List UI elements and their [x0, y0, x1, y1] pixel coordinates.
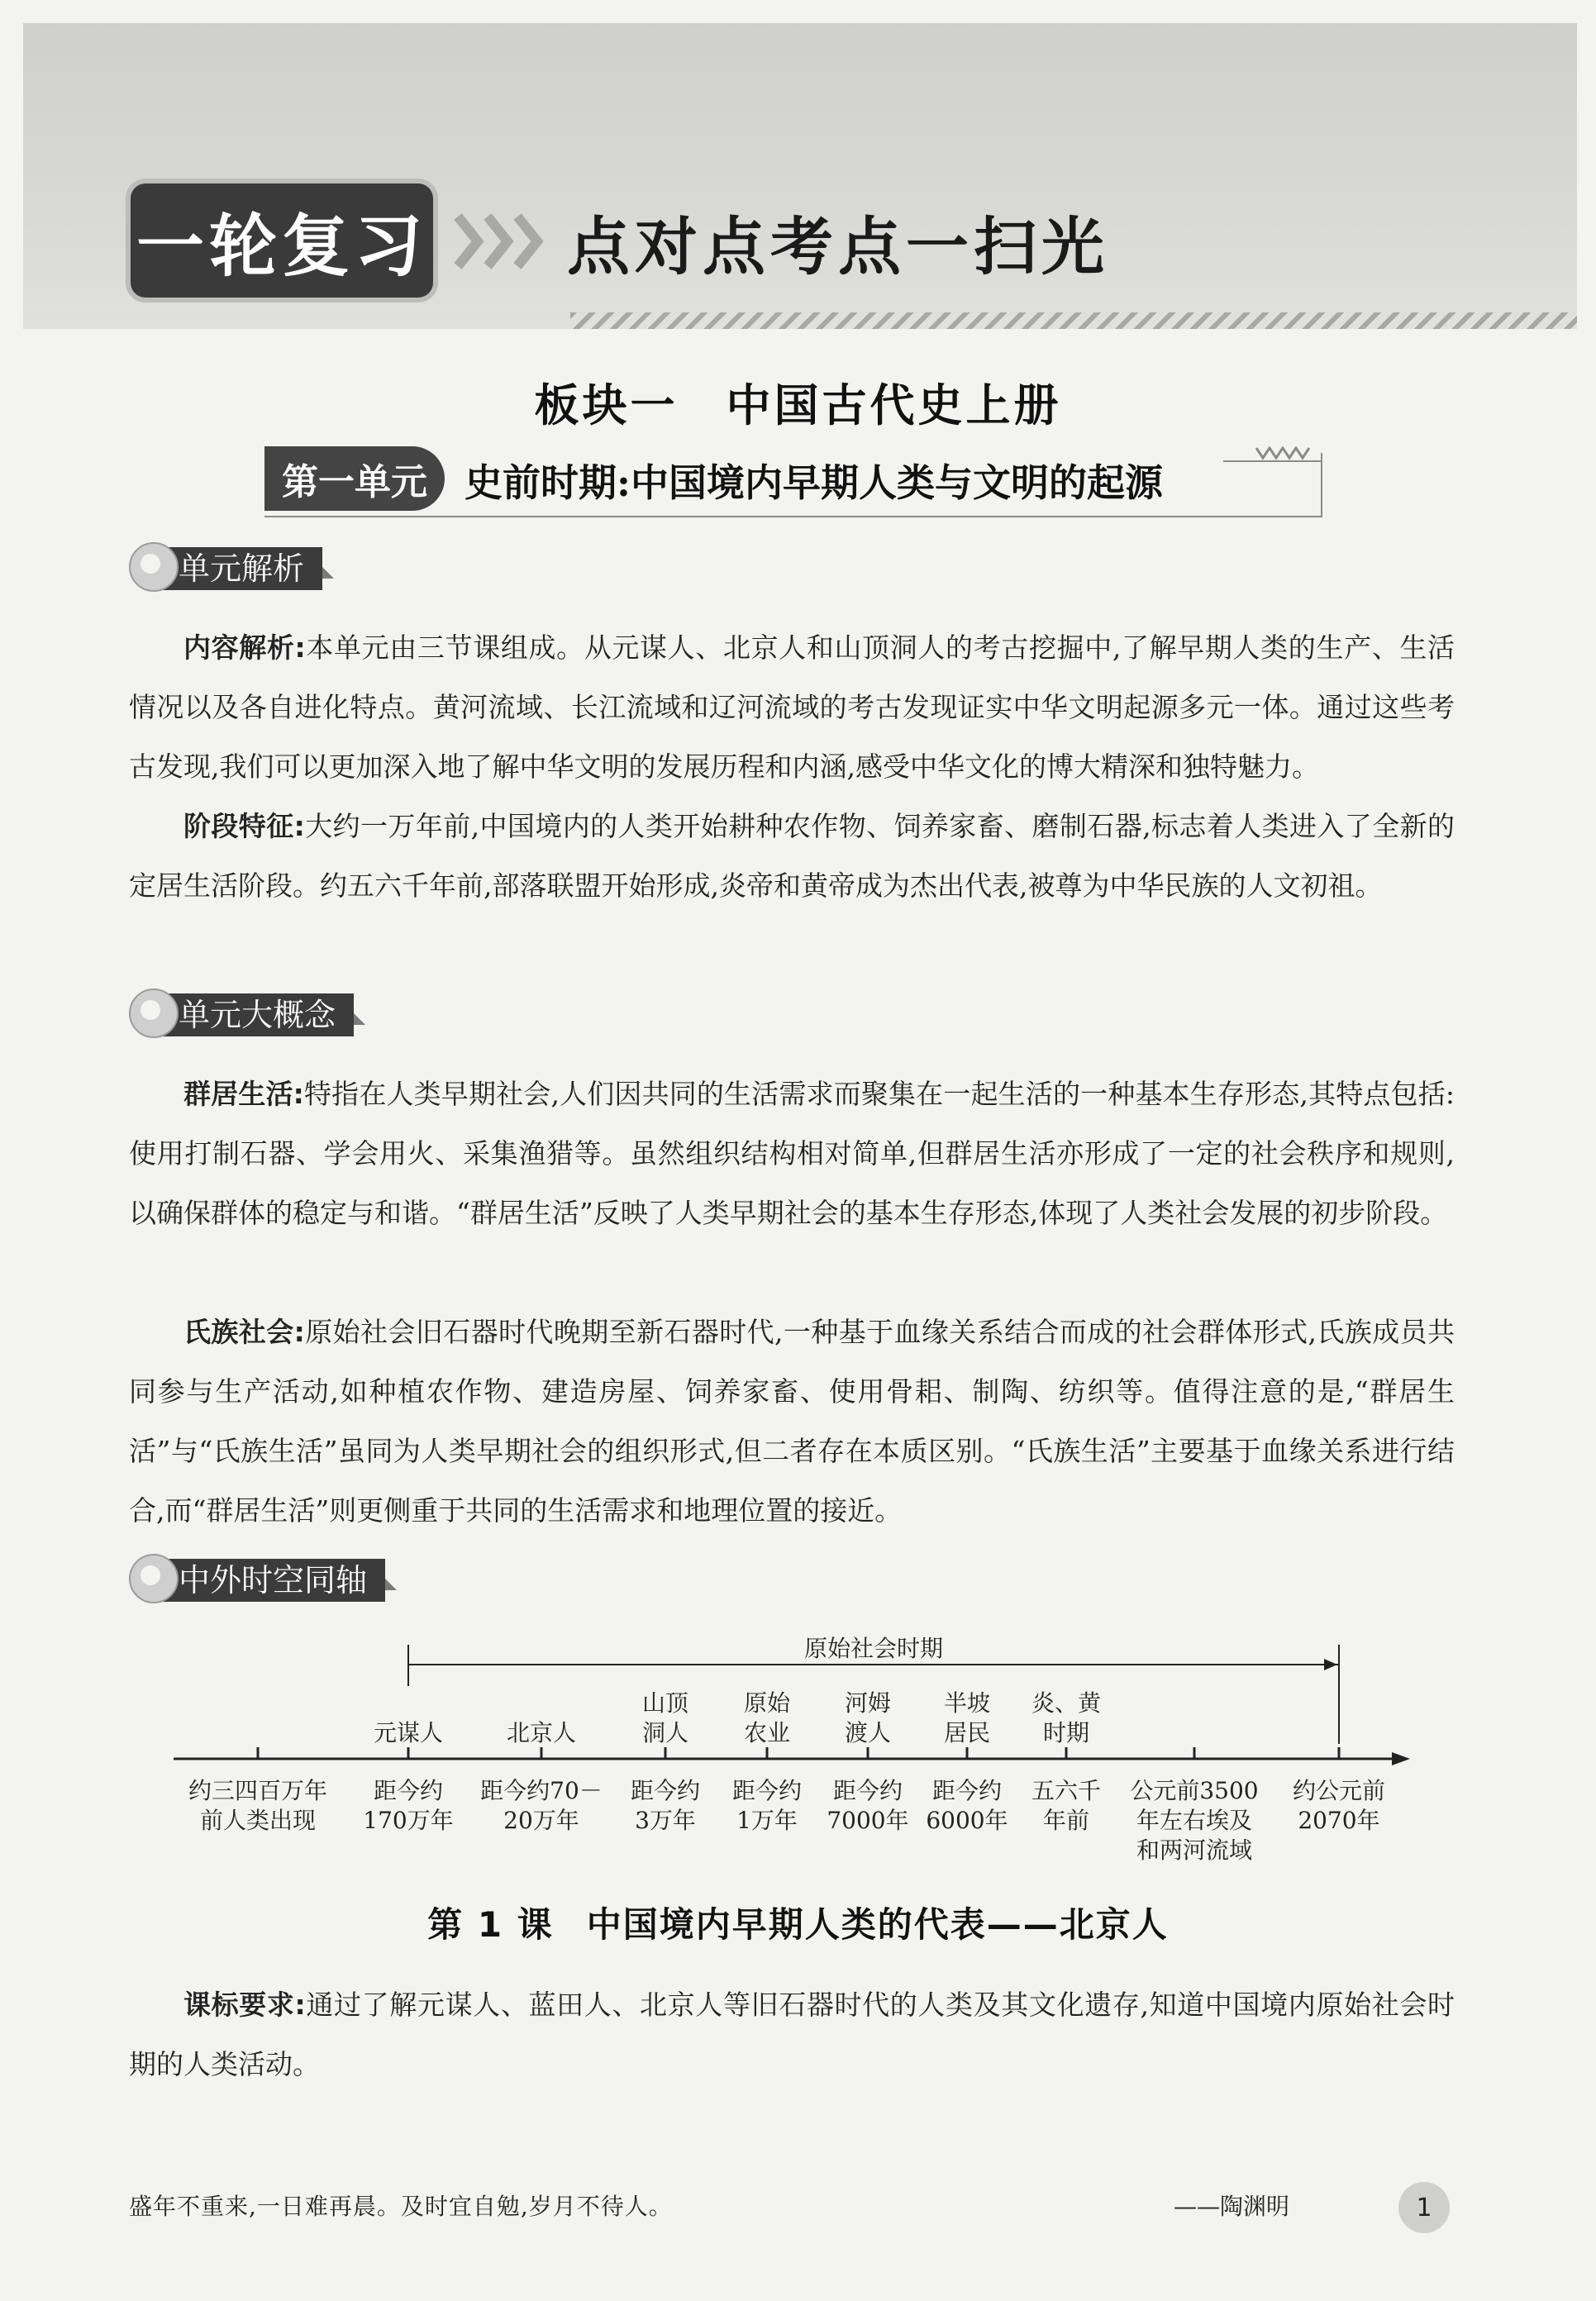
- timeline-event-label: 山顶: [641, 1689, 689, 1717]
- timeline-event-label: 元谋人: [373, 1719, 444, 1746]
- timeline-date-label: 170万年: [363, 1807, 454, 1834]
- review-badge-text: 一轮复习: [136, 207, 427, 286]
- unit-label: 第一单元: [282, 461, 427, 503]
- tag-label: 单元解析: [162, 547, 322, 590]
- timeline-date-label: 约三四百万年: [188, 1777, 328, 1804]
- timeline: [0, 1620, 1596, 1868]
- section-title: 板块一 中国古代史上册: [534, 379, 1062, 431]
- group-living-text: 特指在人类早期社会,人们因共同的生活需求而聚集在一起生活的一种基本生存形态,其特点包括:使用打制石器、学会用火、采集渔猎等。虽然组织结构相对简单,但群居生活亦形成了一定的社会秩序和规则,以确保群体的稳定与和谐。“群居生活”反映了人类早期社会的基本生存形态,体现了人类社会发展的初步阶段。: [129, 1078, 1455, 1229]
- timeline-event-label: 北京人: [506, 1719, 577, 1746]
- stage-feature-paragraph: [129, 797, 1455, 916]
- timeline-event-label: 渡人: [844, 1719, 892, 1746]
- timeline-event-label: 时期: [1042, 1719, 1090, 1746]
- timeline-date-label: 距今约: [931, 1777, 1003, 1804]
- timeline-date-label: 6000年: [926, 1807, 1008, 1834]
- timeline-date-label: 20万年: [503, 1807, 579, 1834]
- timeline-date-label: 7000年: [827, 1807, 909, 1834]
- timeline-date-label: 公元前3500: [1130, 1777, 1259, 1804]
- content-analysis-text: 本单元由三节课组成。从元谋人、北京人和山顶洞人的考古挖掘中,了解早期人类的生产、生活情况以及各自进化特点。黄河流域、长江流域和辽河流域的考古发现证实中华文明起源多元一体。通过这些考古发现,我们可以更加深入地了解中华文明的发展历程和内涵,感受中华文化的博大精深和独特魅力。: [129, 631, 1455, 783]
- timeline-date-label: 约公元前: [1292, 1777, 1386, 1804]
- content-analysis-paragraph: [129, 618, 1455, 797]
- header-stripes: [570, 312, 1577, 329]
- tag-unit-analysis: [129, 542, 369, 595]
- arrow-right-icon: [1324, 1659, 1337, 1670]
- tag-unit-concepts: [129, 989, 393, 1041]
- lesson-title: [0, 1898, 1596, 1947]
- stage-feature-text: 大约一万年前,中国境内的人类开始耕种农作物、饲养家畜、磨制石器,标志着人类进入了全新的定居生活阶段。约五六千年前,部落联盟开始形成,炎帝和黄帝成为杰出代表,被尊为中华民族的人文初祖。: [129, 810, 1455, 902]
- clan-society-label: 氏族社会:: [183, 1316, 305, 1348]
- timeline-date-label: 距今约: [630, 1777, 701, 1804]
- timeline-event-label: 原始: [743, 1689, 791, 1717]
- chevron-right-icon: [453, 205, 552, 278]
- circle-icon: [129, 989, 179, 1038]
- timeline-date-label: 五六千: [1031, 1777, 1102, 1804]
- footer-author: ——陶渊明: [1174, 2193, 1290, 2220]
- content-analysis-label: 内容解析:: [183, 631, 306, 664]
- clan-society-text: 原始社会旧石器时代晚期至新石器时代,一种基于血缘关系结合而成的社会群体形式,氏族成员共同参与生产活动,如种植农作物、建造房屋、饲养家畜、使用骨耜、制陶、纺织等。值得注意的是,“群居生活”与“氏族生活”虽同为人类早期社会的组织形式,但二者存在本质区别。“氏族生活”主要基于血缘关系进行结合,而“群居生活”则更侧重于共同的生活需求和地理位置的接近。: [129, 1316, 1455, 1527]
- timeline-date-label: 1万年: [736, 1807, 798, 1834]
- unit-title: 史前时期:中国境内早期人类与文明的起源: [465, 460, 1163, 505]
- timeline-date-label: 年左右埃及: [1136, 1807, 1253, 1834]
- timeline-date-label: 前人类出现: [199, 1807, 317, 1834]
- timeline-date-label: 3万年: [635, 1807, 696, 1834]
- timeline-event-label: 半坡: [943, 1689, 991, 1717]
- timeline-date-label: 年前: [1042, 1807, 1090, 1834]
- timeline-date-label: 和两河流域: [1136, 1837, 1253, 1864]
- lesson-name: 中国境内早期人类的代表——北京人: [586, 1904, 1169, 1945]
- timeline-date-label: 距今约: [832, 1777, 903, 1804]
- unit-badge: [264, 446, 445, 511]
- header-subtitle: 点对点考点一扫光: [567, 210, 1109, 283]
- timeline-event-label: 河姆: [844, 1689, 892, 1717]
- timeline-date-label: 距今约: [731, 1777, 803, 1804]
- timeline-event-label: 洞人: [641, 1719, 689, 1746]
- timeline-event-label: 炎、黄: [1031, 1689, 1102, 1717]
- tag-label: 单元大概念: [162, 993, 354, 1036]
- curriculum-text: 通过了解元谋人、蓝田人、北京人等旧石器时代的人类及其文化遗存,知道中国境内原始社会时期的人类活动。: [129, 1989, 1455, 2080]
- tag-timeline: [129, 1554, 426, 1607]
- page-number: 1: [1398, 2182, 1450, 2233]
- clan-society-paragraph: [129, 1303, 1455, 1541]
- curriculum-label: 课标要求:: [183, 1989, 306, 2021]
- circle-icon: [129, 542, 179, 592]
- tag-label: 中外时空同轴: [162, 1559, 385, 1602]
- circle-icon: [129, 1554, 179, 1603]
- unit-decoration: [1223, 446, 1322, 463]
- timeline-date-label: 距今约70－: [480, 1777, 603, 1804]
- group-living-paragraph: [129, 1065, 1455, 1243]
- timeline-event-label: 农业: [743, 1719, 791, 1746]
- timeline-date-label: 距今约: [373, 1777, 444, 1804]
- stage-feature-label: 阶段特征:: [183, 810, 305, 842]
- group-living-label: 群居生活:: [183, 1078, 304, 1110]
- timeline-event-label: 居民: [943, 1719, 991, 1746]
- review-badge: [131, 183, 433, 298]
- lesson-number: 第 1 课: [427, 1904, 554, 1945]
- footer-quote: 盛年不重来,一日难再晨。及时宜自勉,岁月不待人。: [129, 2193, 673, 2220]
- timeline-date-label: 2070年: [1298, 1807, 1380, 1834]
- period-label: 原始社会时期: [803, 1635, 944, 1662]
- curriculum-paragraph: [129, 1975, 1455, 2094]
- arrow-right-icon: [1392, 1752, 1410, 1765]
